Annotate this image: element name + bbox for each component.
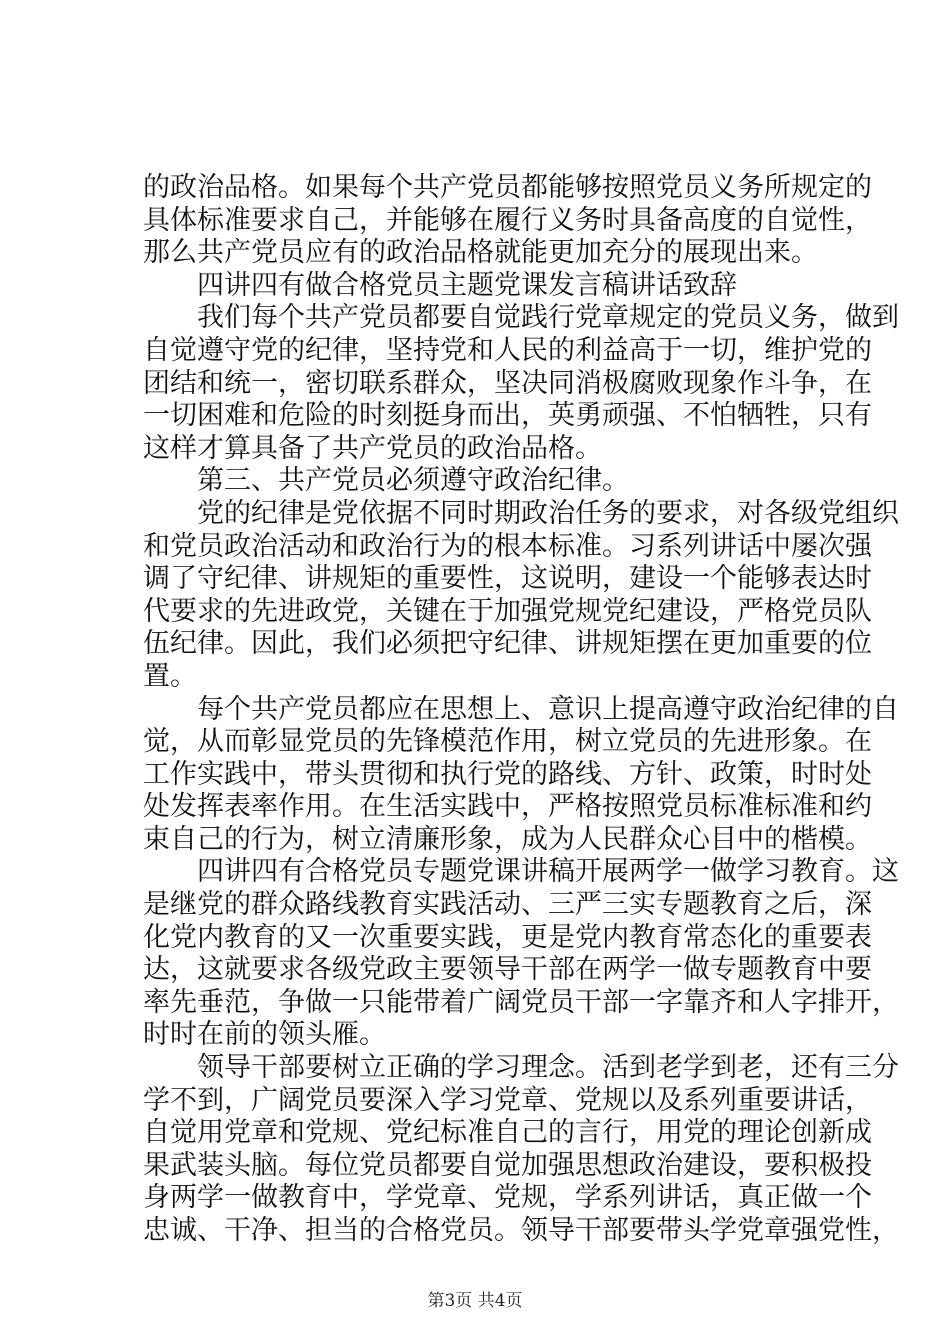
text-line: 这样才算具备了共产党员的政治品格。 (143, 432, 602, 464)
text-line: 一切困难和危险的时刻挺身而出，英勇顽强、不怕牺牲，只有 (143, 400, 872, 432)
heading-line: 四讲四有做合格党员主题党课发言稿讲话致辞 (143, 269, 737, 301)
text-line: 四讲四有合格党员专题党课讲稿开展两学一做学习教育。这 (143, 856, 899, 888)
text-line: 伍纪律。因此，我们必须把守纪律、讲规矩摆在更加重要的位 (143, 628, 872, 660)
text-line: 每个共产党员都应在思想上、意识上提高遵守政治纪律的自 (143, 693, 899, 725)
text-line: 身两学一做教育中，学党章、党规，学系列讲话，真正做一个 (143, 1182, 872, 1214)
text-line: 置。 (143, 660, 197, 692)
text-line: 调了守纪律、讲规矩的重要性，这说明，建设一个能够表达时 (143, 563, 872, 595)
page-total: 共4页 (477, 1291, 523, 1311)
text-line: 自觉遵守党的纪律，坚持党和人民的利益高于一切，维护党的 (143, 334, 872, 366)
text-line: 时时在前的领头雁。 (143, 1019, 386, 1051)
text-line: 学不到，广阔党员要深入学习党章、党规以及系列重要讲话， (143, 1084, 872, 1116)
text-line: 代要求的先进政党，关键在于加强党规党纪建设，严格党员队 (143, 595, 872, 627)
page-footer (0, 1290, 950, 1312)
text-line: 那么共产党员应有的政治品格就能更加充分的展现出来。 (143, 237, 818, 269)
text-line: 是继党的群众路线教育实践活动、三严三实专题教育之后，深 (143, 889, 872, 921)
text-line: 领导干部要树立正确的学习理念。活到老学到老，还有三分 (143, 1052, 899, 1084)
text-line: 自觉用党章和党规、党纪标准自己的言行，用党的理论创新成 (143, 1117, 872, 1149)
text-line: 果武装头脑。每位党员都要自觉加强思想政治建设，要积极投 (143, 1149, 872, 1181)
text-line: 达，这就要求各级党政主要领导干部在两学一做专题教育中要 (143, 954, 872, 986)
text-line: 忠诚、干净、担当的合格党员。领导干部要带头学党章强党性， (143, 1215, 899, 1246)
text-line: 和党员政治活动和政治行为的根本标准。习系列讲话中屡次强 (143, 530, 872, 562)
text-line: 觉，从而彰显党员的先锋模范作用，树立党员的先进形象。在 (143, 726, 872, 758)
page-number: 第3页 (427, 1291, 473, 1311)
section-heading: 第三、共产党员必须遵守政治纪律。 (143, 465, 629, 497)
text-line: 束自己的行为，树立清廉形象，成为人民群众心目中的楷模。 (143, 823, 872, 855)
document-body (143, 172, 899, 1248)
text-line: 率先垂范，争做一只能带着广阔党员干部一字靠齐和人字排开， (143, 986, 899, 1018)
text-line: 处发挥表率作用。在生活实践中，严格按照党员标准标准和约 (143, 791, 872, 823)
text-line: 党的纪律是党依据不同时期政治任务的要求，对各级党组织 (143, 497, 899, 529)
text-line: 团结和统一，密切联系群众，坚决同消极腐败现象作斗争，在 (143, 367, 872, 399)
text-line: 的政治品格。如果每个共产党员都能够按照党员义务所规定的 (143, 172, 872, 203)
text-line: 我们每个共产党员都要自觉践行党章规定的党员义务，做到 (143, 302, 899, 334)
text-line: 化党内教育的又一次重要实践，更是党内教育常态化的重要表 (143, 921, 872, 953)
text-line: 工作实践中，带头贯彻和执行党的路线、方针、政策，时时处 (143, 758, 872, 790)
text-line: 具体标准要求自己，并能够在履行义务时具备高度的自觉性， (143, 204, 872, 236)
